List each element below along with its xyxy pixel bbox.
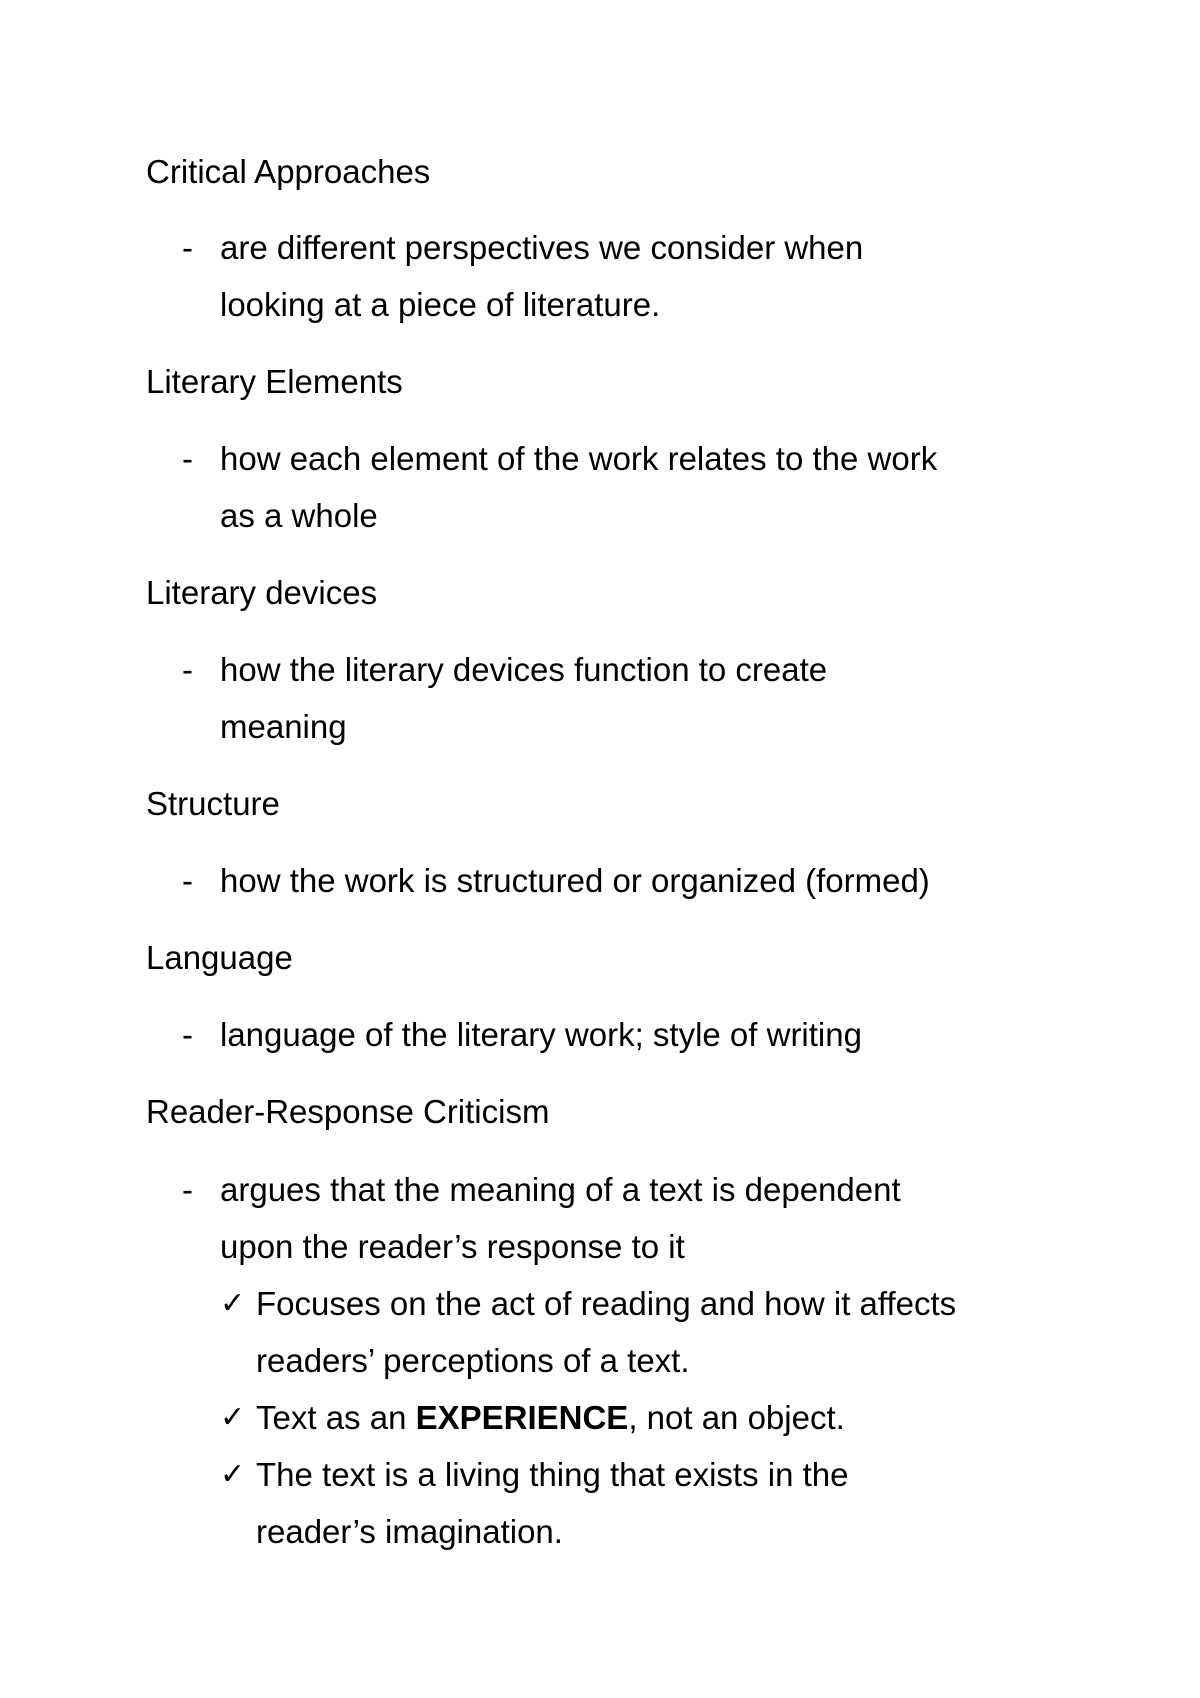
dash-marker: - xyxy=(182,862,193,899)
check-item-line xyxy=(256,1398,845,1438)
section-heading-structure: Structure xyxy=(146,785,280,822)
check-item-line: readers’ perceptions of a text. xyxy=(256,1342,690,1379)
section-heading-critical-approaches: Critical Approaches xyxy=(146,153,431,190)
dash-marker: - xyxy=(182,1016,193,1053)
bullet-line: meaning xyxy=(220,708,347,745)
bullet-line: argues that the meaning of a text is dependent xyxy=(220,1171,901,1208)
check-item-line: Focuses on the act of reading and how it affects xyxy=(256,1285,957,1322)
section-heading-literary-elements: Literary Elements xyxy=(146,363,403,400)
dash-marker: - xyxy=(182,1171,193,1208)
bullet-line: how each element of the work relates to the work xyxy=(220,440,938,477)
bullet-line: upon the reader’s response to it xyxy=(220,1228,685,1265)
dash-marker: - xyxy=(182,440,193,477)
bullet-line: how the literary devices function to create xyxy=(220,651,828,688)
check-item-line: reader’s imagination. xyxy=(256,1513,563,1550)
section-heading-reader-response: Reader-Response Criticism xyxy=(146,1093,550,1130)
check-text-emphasis: EXPERIENCE xyxy=(415,1399,629,1436)
check-item-line: The text is a living thing that exists in the xyxy=(256,1456,849,1493)
bullet-line: looking at a piece of literature. xyxy=(220,286,661,323)
check-text-post: , not an object. xyxy=(628,1399,845,1436)
dash-marker: - xyxy=(182,229,193,266)
bullet-line: as a whole xyxy=(220,497,378,534)
bullet-line: language of the literary work; style of writing xyxy=(220,1016,862,1053)
section-heading-literary-devices: Literary devices xyxy=(146,574,378,611)
checkmark-icon: ✓ xyxy=(220,1457,246,1492)
check-text-pre: Text as an xyxy=(256,1399,416,1436)
bullet-line: are different perspectives we consider when xyxy=(220,229,864,266)
section-heading-language: Language xyxy=(146,939,293,976)
checkmark-icon: ✓ xyxy=(220,1400,246,1435)
checkmark-icon: ✓ xyxy=(220,1286,246,1321)
bullet-line: how the work is structured or organized (formed) xyxy=(220,862,930,899)
dash-marker: - xyxy=(182,651,193,688)
